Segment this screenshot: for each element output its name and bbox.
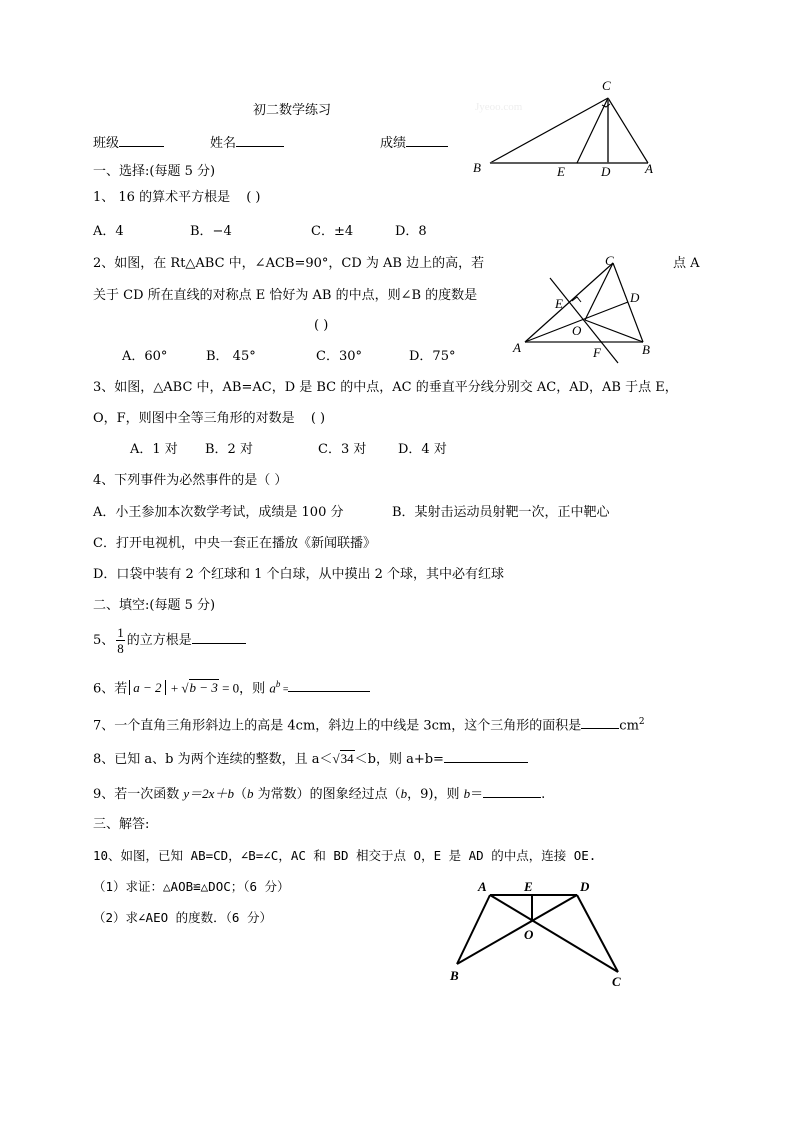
- q5-answer-blank[interactable]: [192, 631, 246, 644]
- q1-option-b: B．−4: [190, 224, 232, 239]
- question-1: [93, 190, 261, 206]
- q4-option-c: C．打开电视机，中央一套正在播放《新闻联播》: [93, 536, 376, 551]
- q2-option-b: B． 45°: [206, 349, 256, 364]
- name-field: [210, 134, 284, 152]
- question-6: 6、若 a − 2 + √b − 3 = 0，则 $a^b$ =: [93, 676, 370, 698]
- figure-right-triangle-1: [465, 75, 665, 180]
- svg-text:D: D: [601, 164, 611, 179]
- q10-part-1: （1）求证：△AOB≌△DOC；（6 分）: [93, 879, 290, 894]
- watermark: Jyeoo.com: [475, 101, 523, 113]
- q1-stem: 1、 16 的算术平方根是: [93, 190, 231, 205]
- svg-text:D: D: [580, 879, 590, 894]
- question-8: 8、已知 a、b 为两个连续的整数，且 a＜√34＜b，则 a+b=: [93, 750, 528, 768]
- svg-text:C: C: [605, 253, 614, 268]
- q2-answer-paren[interactable]: ( ): [314, 318, 329, 333]
- name-label: 姓名: [210, 136, 237, 151]
- figure-quadrilateral-aobdoc: [440, 875, 640, 995]
- q3-line1: 3、如图，△ABC 中，AB=AC，D 是 BC 的中点，AC 的垂直平分线分别交 AC，AD，AB 于点 E，: [93, 380, 678, 395]
- svg-text:C: C: [612, 974, 621, 989]
- q2-line2: 关于 CD 所在直线的对称点 E 恰好为 AB 的中点，则∠B 的度数是: [93, 288, 478, 303]
- q9-answer-blank[interactable]: [483, 785, 541, 798]
- figure-triangle-perpendicular-bisector: [505, 250, 665, 365]
- page-title: 初二数学练习: [253, 103, 332, 118]
- class-label: 班级: [93, 136, 120, 151]
- section-3-title: 三、解答:: [93, 817, 150, 832]
- q3-answer-paren[interactable]: ( ): [310, 411, 326, 426]
- q6-answer-blank[interactable]: [288, 679, 370, 692]
- q2-option-a: A．60°: [122, 349, 168, 364]
- square-root-34: 34: [340, 751, 354, 766]
- name-blank[interactable]: [236, 134, 284, 147]
- q1-answer-paren[interactable]: ( ): [246, 190, 261, 205]
- q4-option-d: D．口袋中装有 2 个红球和 1 个白球，从中摸出 2 个球，其中必有红球: [93, 567, 505, 582]
- svg-text:O: O: [524, 927, 534, 942]
- section-1-title: 一、选择:(每题 5 分): [93, 164, 216, 179]
- absolute-value: a − 2: [129, 680, 165, 695]
- score-label: 成绩: [380, 136, 407, 151]
- svg-text:A: A: [513, 340, 521, 355]
- question-7: 7、一个直角三角形斜边上的高是 4cm，斜边上的中线是 3cm，这个三角形的面积是 $cm^2$: [93, 717, 645, 734]
- score-blank[interactable]: [406, 134, 448, 147]
- q3-option-a: A．1 对: [130, 442, 178, 457]
- svg-text:E: E: [524, 879, 533, 894]
- q2-line1: 2、如图，在 Rt△ABC 中，∠ACB=90°，CD 为 AB 边上的高，若: [93, 256, 485, 271]
- svg-text:B: B: [473, 160, 481, 175]
- q2-option-c: C．30°: [316, 349, 362, 364]
- square-root: b − 3: [189, 680, 218, 696]
- question-5: 5、 $\frac{1}{8}$ 的立方根是: [93, 625, 246, 657]
- fraction-one-eighth: $\frac{1}{8}$: [117, 625, 124, 656]
- q3-option-b: B．2 对: [205, 442, 253, 457]
- svg-text:O: O: [572, 323, 582, 338]
- q3-option-d: D．4 对: [398, 442, 447, 457]
- svg-text:E: E: [557, 164, 565, 179]
- svg-text:A: A: [478, 879, 487, 894]
- q4-option-a: A．小王参加本次数学考试，成绩是 100 分: [93, 505, 344, 520]
- svg-text:F: F: [593, 345, 601, 360]
- svg-text:B: B: [642, 342, 650, 357]
- q2-line1-tail: 点 A: [673, 256, 700, 271]
- q3-line2: O，F，则图中全等三角形的对数是 ( ): [93, 411, 326, 426]
- q4-option-b: B．某射击运动员射靶一次，正中靶心: [392, 505, 610, 520]
- q3-option-c: C．3 对: [318, 442, 367, 457]
- question-9: 9、若一次函数 y＝2x＋b（b 为常数）的图象经过点（b，9)，则 b＝ .: [93, 786, 546, 802]
- svg-text:A: A: [645, 161, 653, 176]
- q10-stem: 10、如图，已知 AB=CD，∠B=∠C，AC 和 BD 相交于点 O，E 是 AD 的中点，连接 OE.: [93, 848, 597, 863]
- q7-answer-blank[interactable]: [581, 716, 619, 729]
- q10-part-2: （2）求∠AEO 的度数．（6 分）: [93, 910, 272, 925]
- q4-stem: 4、下列事件为必然事件的是（ ）: [93, 473, 288, 488]
- score-field: [380, 134, 448, 152]
- q1-option-c: C．±4: [311, 224, 354, 239]
- q8-answer-blank[interactable]: [444, 750, 528, 763]
- section-2-title: 二、填空:(每题 5 分): [93, 598, 216, 613]
- svg-text:E: E: [555, 296, 563, 311]
- svg-text:D: D: [630, 290, 640, 305]
- class-field: [93, 134, 164, 152]
- class-blank[interactable]: [119, 134, 164, 147]
- q1-option-d: D．8: [395, 224, 427, 239]
- q1-option-a: A．4: [93, 224, 124, 239]
- svg-text:B: B: [450, 968, 459, 983]
- svg-text:C: C: [602, 78, 611, 93]
- q2-option-d: D．75°: [409, 349, 456, 364]
